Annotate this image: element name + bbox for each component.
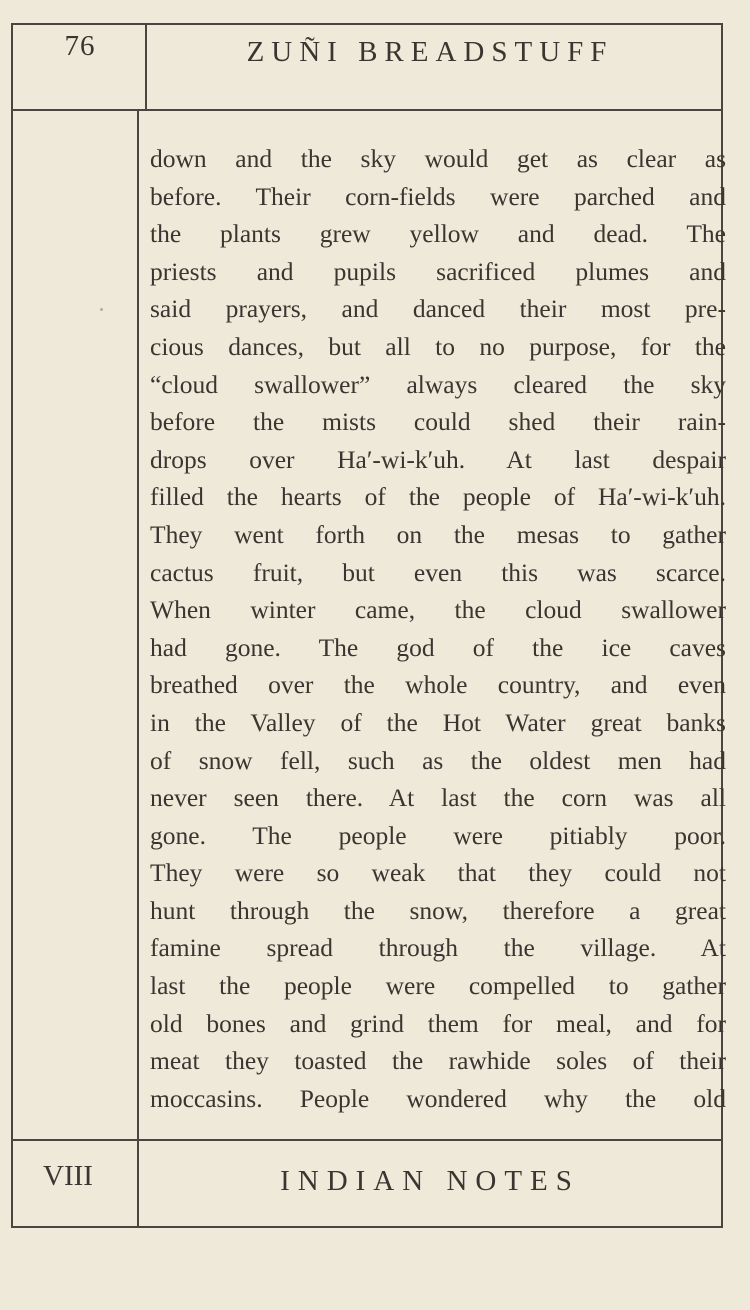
text-line: down and the sky would get as clear as — [150, 144, 726, 173]
footer-title: INDIAN NOTES — [280, 1165, 580, 1197]
section-mark: VIII — [43, 1160, 93, 1192]
text-line: of snow fell, such as the oldest men had — [150, 745, 726, 775]
text-line: gone. The people were pitiably poor. — [150, 820, 726, 850]
text-line: meat they toasted the rawhide soles of their — [150, 1046, 726, 1076]
text-line: drops over Ha′-wi-k′uh. At last despair — [150, 444, 726, 474]
text-line: cious dances, but all to no purpose, for the — [150, 331, 726, 361]
margin-mark — [100, 308, 103, 311]
text-line: before the mists could shed their rain- — [150, 407, 726, 437]
text-line: last the people were compelled to gather — [150, 971, 726, 1001]
text-line: the plants grew yellow and dead. The — [150, 219, 726, 249]
text-line: When winter came, the cloud swallower — [150, 595, 726, 625]
text-line: breathed over the whole country, and even — [150, 670, 726, 700]
text-line: hunt through the snow, therefore a great — [150, 895, 726, 925]
text-line: had gone. The god of the ice caves — [150, 632, 726, 662]
text-line: They went forth on the mesas to gather — [150, 519, 726, 549]
text-line: filled the hearts of the people of Ha′-wi-k′uh. — [150, 482, 726, 512]
text-line: cactus fruit, but even this was scarce. — [150, 557, 726, 587]
body-text — [150, 140, 726, 1117]
text-line: said prayers, and danced their most pre- — [150, 294, 726, 324]
running-head: ZUÑI BREADSTUFF — [246, 36, 614, 68]
text-line: famine spread through the village. At — [150, 933, 726, 963]
text-line: “cloud swallower” always cleared the sky — [150, 369, 726, 399]
text-line: They were so weak that they could not — [150, 858, 726, 888]
text-line: before. Their corn-fields were parched and — [150, 181, 726, 211]
text-line: never seen there. At last the corn was all — [150, 783, 726, 813]
text-line: moccasins. People wondered why the old — [150, 1083, 726, 1113]
footer-rule — [13, 1139, 721, 1141]
margin-column-rule — [137, 110, 139, 1226]
text-line: in the Valley of the Hot Water great banks — [150, 707, 726, 737]
text-line: old bones and grind them for meal, and for — [150, 1008, 726, 1038]
header-rule — [13, 109, 721, 111]
page-number: 76 — [64, 30, 96, 62]
text-line: priests and pupils sacrificed plumes and — [150, 256, 726, 286]
header-column-rule — [145, 25, 147, 110]
